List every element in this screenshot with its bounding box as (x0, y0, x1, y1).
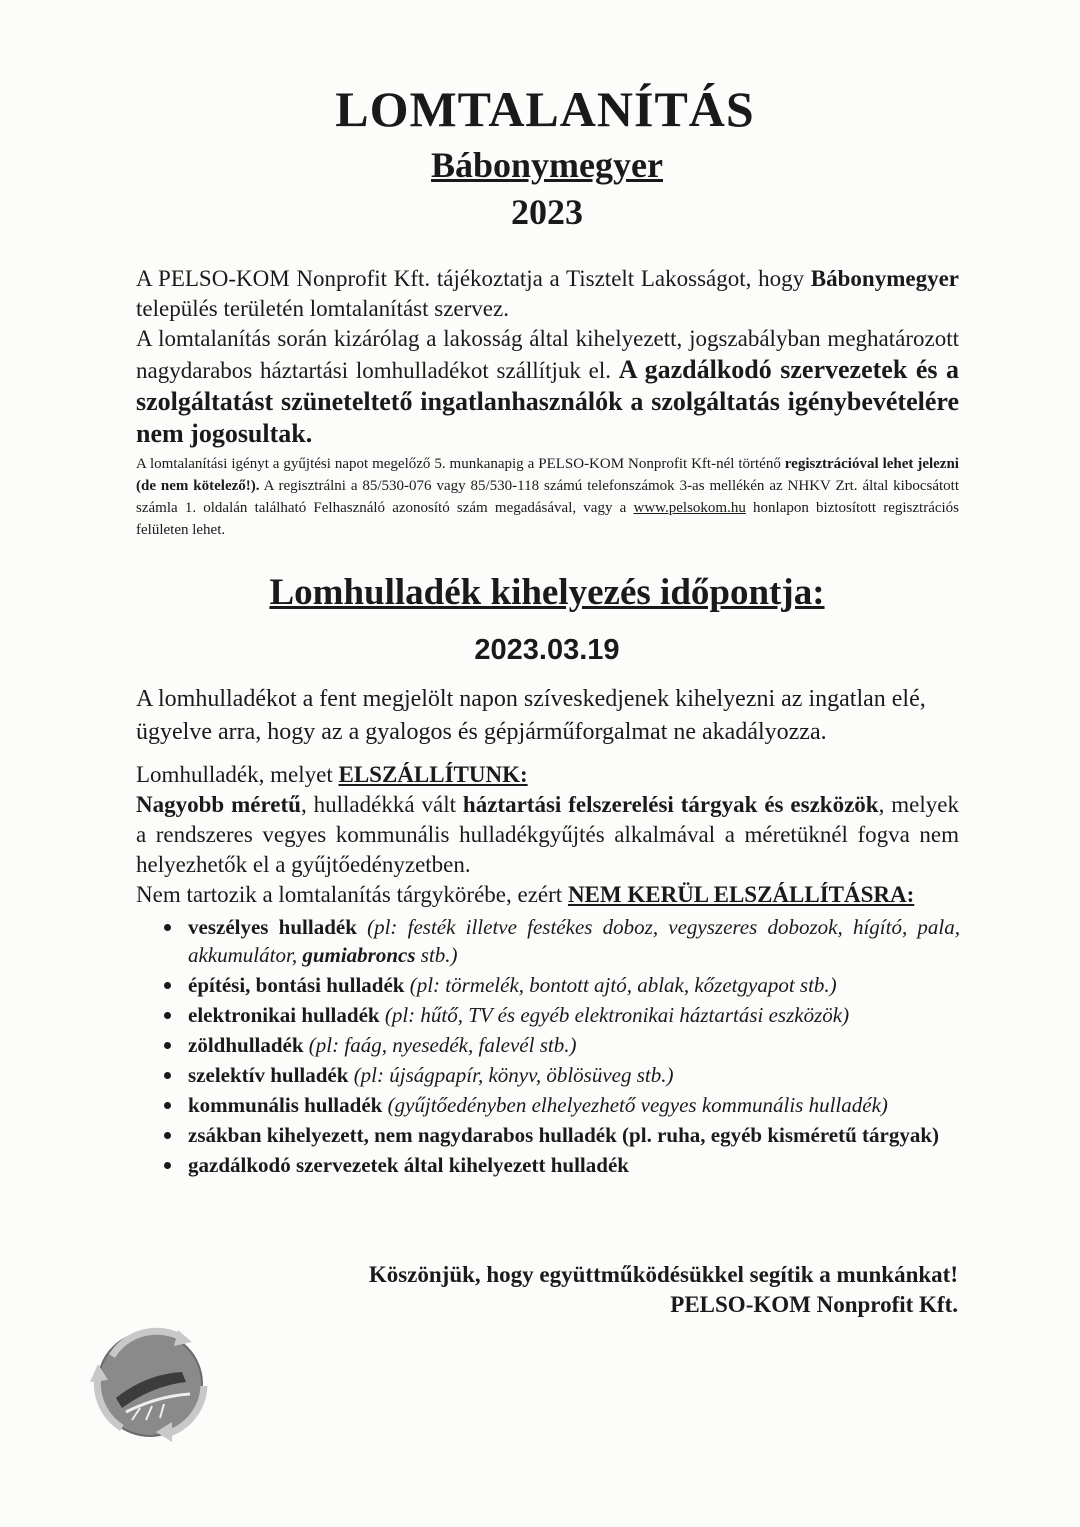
closing-signature (369, 1260, 958, 1320)
intro-line-2: A lomtalanítás során kizárólag a lakosság által kihelyezett, jogszabályban meghatározott nagydarabos háztartási lomhulladékot szállítjuk el. A gazdálkodó szervezetek és a szolgáltatást szüneteltető ingatlanhasználók a szolgáltatás igénybevételére nem jogosultak. (136, 326, 959, 448)
eligibility-warning: A gazdálkodó szervezetek és a szolgáltatást szüneteltető ingatlanhasználók a szolgáltatás igénybevételére nem jogosultak. (136, 355, 959, 448)
list-item: kommunális hulladék (gyűjtőedényben elhelyezhető vegyes kommunális hulladék) (160, 1091, 960, 1119)
placement-heading: Lomhulladék kihelyezés időpontja: (269, 572, 825, 613)
bullet-icon (164, 982, 171, 989)
thanks-line: Köszönjük, hogy együttműködésükkel segítik a munkánkat! (368, 1262, 958, 1287)
intro-paragraph (136, 264, 959, 450)
company-name: PELSO-KOM Nonprofit Kft. (670, 1292, 958, 1317)
list-item: szelektív hulladék (pl: újságpapír, könyv, öblösüveg stb.) (160, 1061, 960, 1089)
website-link[interactable]: www.pelsokom.hu (633, 500, 746, 516)
list-item: elektronikai hulladék (pl: hűtő, TV és egyéb elektronikai háztartási eszközök) (160, 1001, 960, 1029)
recycling-logo-icon (82, 1316, 218, 1452)
list-item: építési, bontási hulladék (pl: törmelék, bontott ajtó, ablak, kőzetgyapot stb.) (160, 971, 960, 999)
list-item: veszélyes hulladék (pl: festék illetve festékes doboz, vegyszeres dobozok, hígító, pala, akkumulátor, gumiabroncs stb.) (160, 913, 960, 969)
placement-date: 2023.03.19 (474, 634, 620, 666)
collected-info: Lomhulladék, melyet ELSZÁLLÍTUNK: Nagyobb méretű, hulladékká vált háztartási felszerelési tárgyak és eszközök, melyek a rendszeres vegyes kommunális hulladékgyűjtés alkalmával a méretüknél fogva nem helyezhetők el a gyűjtőedényzetben. Nem tartozik a lomtalanítás tárgykörébe, ezért NEM KERÜL ELSZÁLLÍTÁSRA: (136, 762, 959, 907)
bullet-icon (164, 1012, 171, 1019)
bullet-icon (164, 1042, 171, 1049)
list-item: gazdálkodó szervezetek által kihelyezett hulladék (160, 1151, 960, 1179)
settlement-name: Bábonymegyer (431, 145, 663, 185)
excluded-list (160, 913, 960, 1181)
page-title: LOMTALANÍTÁS (335, 81, 755, 137)
intro-line-1: A PELSO-KOM Nonprofit Kft. tájékoztatja a Tisztelt Lakosságot, hogy Bábonymegyer település területén lomtalanítást szervez. (136, 266, 959, 321)
placement-instructions: A lomhulladékot a fent megjelölt napon szíveskedjenek kihelyezni az ingatlan elé, ügyelve arra, hogy az a gyalogos és gépjárműforgalmat ne akadályozza. (136, 686, 926, 745)
bullet-icon (164, 1102, 171, 1109)
registration-info: A lomtalanítási igényt a gyűjtési napot megelőző 5. munkanapig a PELSO-KOM Nonprofit Kft-nél történő regisztrációval lehet jelezni (de nem kötelező!). A regisztrálni a 85/530-076 vagy 85/530-118 számú telefonszámok 3-as mellékén az NHKV Zrt. által kibocsátott számla 1. oldalán található Felhasználó azonosító szám megadásával, vagy a www.pelsokom.hu honlapon biztosított regisztrációs felületen lehet. (136, 456, 960, 538)
bullet-icon (164, 924, 171, 931)
bullet-icon (164, 1132, 171, 1139)
list-item: zsákban kihelyezett, nem nagydarabos hulladék (pl. ruha, egyéb kisméretű tárgyak) (160, 1121, 960, 1149)
bullet-icon (164, 1162, 171, 1169)
list-item: zöldhulladék (pl: faág, nyesedék, falevél stb.) (160, 1031, 960, 1059)
bullet-icon (164, 1072, 171, 1079)
year: 2023 (511, 192, 583, 232)
